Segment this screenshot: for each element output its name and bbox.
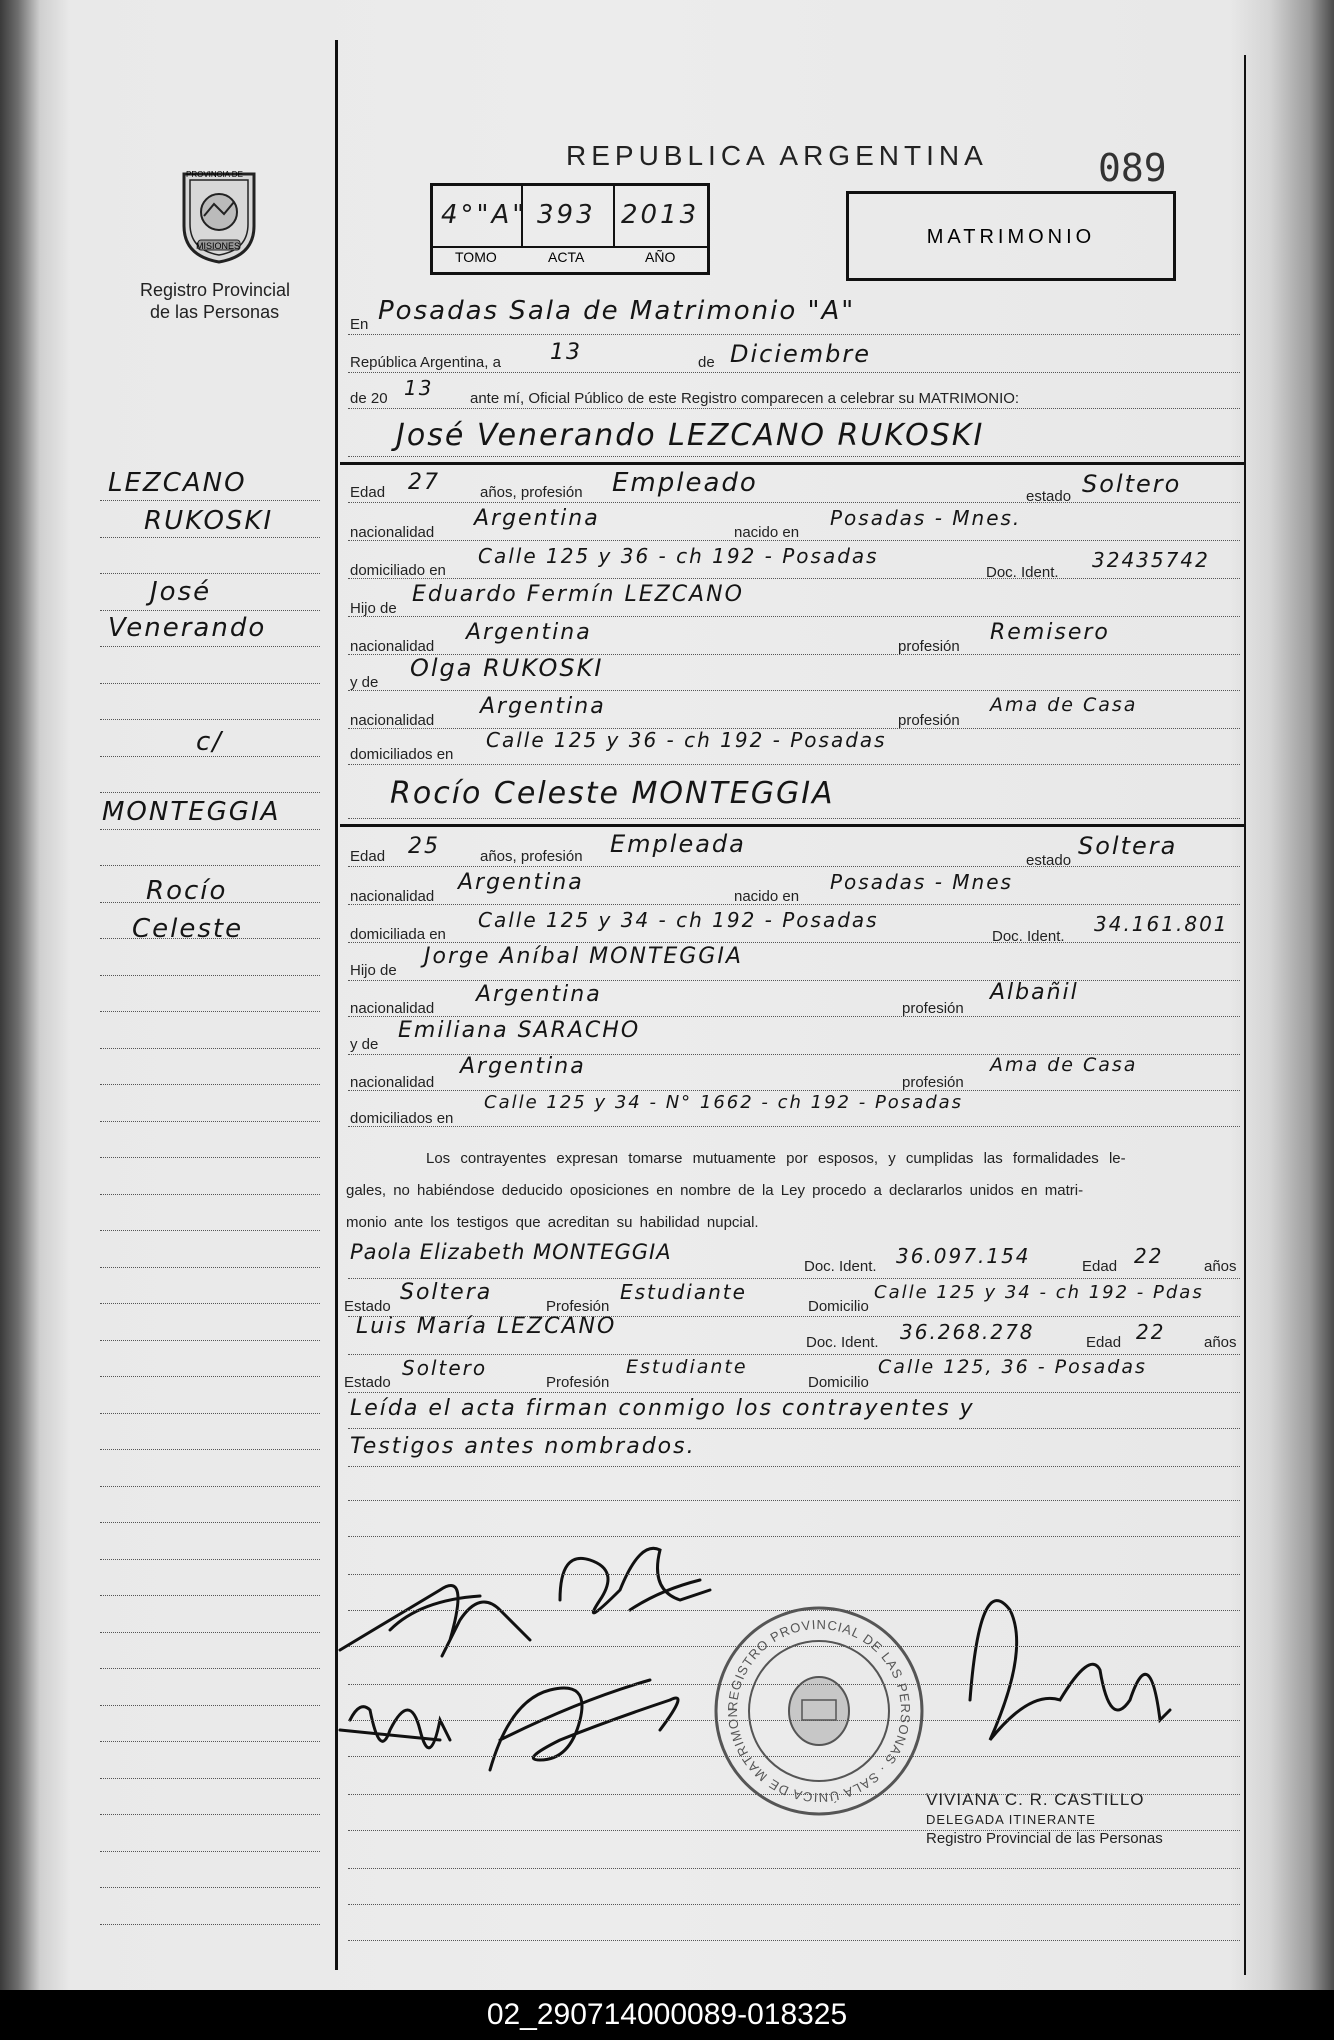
body-dotted-line	[348, 540, 1240, 541]
emblem-bottom-text: MISIONES	[196, 241, 241, 251]
margin-bride-given-1: Rocío	[146, 876, 228, 906]
bride-father: Jorge Aníbal MONTEGGIA	[424, 944, 743, 969]
bride-father-profesion-label: profesión	[902, 1000, 964, 1017]
body-dotted-line	[348, 616, 1240, 617]
margin-dotted-line	[100, 1924, 320, 1925]
witness2-profesion: Estudiante	[626, 1356, 748, 1378]
body-dotted-line	[348, 456, 1240, 457]
margin-dotted-line	[100, 1376, 320, 1377]
bride-mother-profesion-label: profesión	[902, 1074, 964, 1091]
groom-edad-label: Edad	[350, 484, 386, 501]
body-dotted-line	[348, 1466, 1240, 1467]
margin-dotted-line	[100, 683, 320, 684]
witness1-domicilio: Calle 125 y 34 - ch 192 - Pdas	[874, 1282, 1204, 1303]
margin-dotted-line	[100, 1632, 320, 1633]
witness2-domicilio-label: Domicilio	[808, 1374, 869, 1391]
body-dotted-line	[348, 502, 1240, 503]
margin-dotted-line	[100, 1413, 320, 1414]
margin-dotted-line	[100, 1157, 320, 1158]
margin-dotted-line	[100, 1230, 320, 1231]
groom-father: Eduardo Fermín LEZCANO	[412, 582, 744, 607]
margin-dotted-line	[100, 865, 320, 866]
groom-nacido-label: nacido en	[734, 524, 800, 541]
groom-domicilio-label: domiciliado en	[350, 562, 446, 579]
witness2-edad: 22	[1136, 1320, 1166, 1344]
groom-yde-label: y de	[350, 674, 379, 691]
emblem-top-text: PROVINCIA DE	[186, 170, 243, 179]
body-dotted-line	[348, 1610, 1240, 1611]
witness2-estado-label: Estado	[344, 1374, 391, 1391]
witness2-name: Luis María LEZCANO	[356, 1314, 617, 1339]
margin-dotted-line	[100, 938, 320, 939]
tomo-acta-anio-box	[430, 183, 710, 275]
bride-mother-nacionalidad: Argentina	[460, 1054, 586, 1079]
body-dotted-line	[348, 1574, 1240, 1575]
body-dotted-line	[348, 1868, 1240, 1869]
body-dotted-line	[348, 1126, 1240, 1127]
bride-estado: Soltera	[1078, 832, 1178, 860]
margin-surname-2: RUKOSKI	[144, 506, 274, 536]
bride-domicilio: Calle 125 y 34 - ch 192 - Posadas	[478, 908, 879, 932]
margin-dotted-line	[100, 1121, 320, 1122]
body-dotted-line	[348, 728, 1240, 729]
groom-father-profesion-label: profesión	[898, 638, 960, 655]
witness1-domicilio-label: Domicilio	[808, 1298, 869, 1315]
groom-separator	[340, 462, 1244, 465]
witness2-estado: Soltero	[402, 1356, 488, 1380]
bride-hijo-label: Hijo de	[350, 962, 397, 979]
bride-nacido: Posadas - Mnes	[830, 870, 1013, 894]
closing-line1: Leída el acta firman conmigo los contrayentes y	[350, 1396, 975, 1421]
margin-dotted-line	[100, 1340, 320, 1341]
record-type-label: MATRIMONIO	[926, 226, 1096, 248]
officer-org: Registro Provincial de las Personas	[926, 1830, 1163, 1847]
acta-cell	[523, 186, 615, 246]
margin-dotted-line	[100, 1705, 320, 1706]
body-dotted-line	[348, 1720, 1240, 1721]
witness1-name: Paola Elizabeth MONTEGGIA	[350, 1240, 672, 1264]
margin-given-2: Venerando	[108, 613, 267, 643]
body-dotted-line	[348, 334, 1240, 335]
groom-doc: 32435742	[1092, 548, 1210, 572]
margin-dotted-line	[100, 902, 320, 903]
body-dotted-line	[348, 904, 1240, 905]
witness1-signature	[340, 1707, 450, 1748]
tomo-cell	[433, 186, 528, 246]
groom-nacionalidad: Argentina	[474, 506, 600, 531]
body-dotted-line	[348, 1940, 1240, 1941]
body-dotted-line	[348, 980, 1240, 981]
record-type-box	[846, 191, 1176, 281]
groom-parents-domicilio-label: domiciliados en	[350, 746, 454, 763]
intro-text: ante mí, Oficial Público de este Registro comparecen a celebrar su MATRIMONIO:	[470, 390, 1020, 407]
margin-dotted-line	[100, 1267, 320, 1268]
registry-emblem	[174, 166, 264, 266]
registry-name-line2: de las Personas	[150, 302, 280, 322]
body-dotted-line	[348, 1428, 1240, 1429]
declaration-line3: monio ante los testigos que acreditan su habilidad nupcial.	[346, 1214, 759, 1231]
groom-full-name: José Venerando LEZCANO RUKOSKI	[396, 418, 985, 453]
stamp-ring-text: REGISTRO PROVINCIAL DE LAS PERSONAS · SALA ÚNICA DE MATRIMON	[724, 1616, 914, 1806]
witness2-edad-label: Edad	[1086, 1334, 1122, 1351]
republica-label: República Argentina, a	[350, 354, 501, 371]
bride-father-nacionalidad: Argentina	[476, 982, 602, 1007]
groom-mother-nacionalidad: Argentina	[480, 694, 606, 719]
witness1-edad-label: Edad	[1082, 1258, 1118, 1275]
witness1-doc: 36.097.154	[896, 1244, 1031, 1268]
margin-bride-surname: MONTEGGIA	[102, 797, 281, 827]
margin-dotted-line	[100, 1595, 320, 1596]
registry-name-line1: Registro Provincial	[140, 280, 291, 300]
body-dotted-line	[348, 578, 1240, 579]
witness2-doc-label: Doc. Ident.	[806, 1334, 879, 1351]
margin-surname-1: LEZCANO	[108, 468, 247, 498]
declaration-line1: Los contrayentes expresan tomarse mutuamente por esposos, y cumplidas las formalidades le-	[426, 1150, 1126, 1167]
anio-value: 2013	[621, 200, 700, 230]
bride-domicilio-label: domiciliada en	[350, 926, 446, 943]
groom-profesion-label: años, profesión	[480, 484, 583, 501]
body-dotted-line	[348, 1016, 1240, 1017]
groom-profesion: Empleado	[612, 468, 758, 498]
tomo-label: TOMO	[455, 249, 497, 265]
margin-dotted-line	[100, 719, 320, 720]
groom-mother-profesion-label: profesión	[898, 712, 960, 729]
country-title: REPUBLICA ARGENTINA	[566, 140, 988, 171]
margin-dotted-line	[100, 756, 320, 757]
margin-conjunction: c/	[196, 727, 224, 757]
body-dotted-line	[348, 866, 1240, 867]
year-suffix: 13	[404, 376, 434, 400]
bride-estado-label: estado	[1026, 852, 1072, 869]
bride-signature	[560, 1548, 710, 1613]
body-dotted-line	[348, 1354, 1240, 1355]
body-dotted-line	[348, 1500, 1240, 1501]
officer-title: DELEGADA ITINERANTE	[926, 1812, 1096, 1827]
en-label: En	[350, 316, 369, 333]
document-code: 02_290714000089-018325	[0, 1990, 1334, 2040]
body-dotted-line	[348, 1756, 1240, 1757]
body-dotted-line	[348, 818, 1240, 819]
body-dotted-line	[348, 1904, 1240, 1905]
ceremony-place: Posadas Sala de Matrimonio "A"	[378, 296, 856, 326]
witness1-estado: Soltera	[400, 1280, 493, 1305]
anio-cell	[615, 186, 707, 246]
margin-dotted-line	[100, 1814, 320, 1815]
bride-parents-domicilio-label: domiciliados en	[350, 1110, 454, 1127]
body-dotted-line	[348, 1830, 1240, 1831]
closing-line2: Testigos antes nombrados.	[350, 1434, 696, 1459]
official-stamp	[712, 1604, 926, 1818]
bride-doc-label: Doc. Ident.	[992, 928, 1065, 945]
ceremony-month: Diciembre	[730, 340, 872, 368]
bride-separator	[340, 824, 1244, 827]
body-dotted-line	[348, 1794, 1240, 1795]
margin-dotted-line	[100, 610, 320, 611]
bride-yde-label: y de	[350, 1036, 379, 1053]
groom-father-profesion: Remisero	[990, 620, 1110, 645]
groom-mother: Olga RUKOSKI	[410, 654, 604, 682]
witness2-doc: 36.268.278	[900, 1320, 1035, 1344]
body-dotted-line	[348, 1684, 1240, 1685]
groom-hijo-label: Hijo de	[350, 600, 397, 617]
tomo-value: 4°"A"	[441, 200, 528, 230]
body-dotted-line	[348, 372, 1240, 373]
groom-father-nacionalidad: Argentina	[466, 620, 592, 645]
bride-mother: Emiliana SARACHO	[398, 1018, 641, 1043]
declaration-line2: gales, no habiéndose deducido oposiciones en nombre de la Ley procedo a declararlos unidos en matri-	[346, 1182, 1084, 1199]
margin-dotted-line	[100, 792, 320, 793]
month-de-label: de	[698, 354, 715, 371]
bride-parents-domicilio: Calle 125 y 34 - N° 1662 - ch 192 - Posadas	[484, 1092, 964, 1113]
margin-dotted-line	[100, 829, 320, 830]
margin-dotted-line	[100, 537, 320, 538]
groom-mother-nacionalidad-label: nacionalidad	[350, 712, 435, 729]
witness2-anios-label: años	[1204, 1334, 1237, 1351]
margin-dotted-line	[100, 975, 320, 976]
margin-dotted-line	[100, 1084, 320, 1085]
body-dotted-line	[348, 764, 1240, 765]
bride-profesion-label: años, profesión	[480, 848, 583, 865]
bride-nacionalidad: Argentina	[458, 870, 584, 895]
bride-edad: 25	[408, 834, 440, 859]
ceremony-day: 13	[550, 340, 582, 365]
bride-father-nacionalidad-label: nacionalidad	[350, 1000, 435, 1017]
bride-nacido-label: nacido en	[734, 888, 800, 905]
margin-dotted-line	[100, 1303, 320, 1304]
anio-label: AÑO	[645, 249, 676, 265]
margin-dotted-line	[100, 1778, 320, 1779]
acta-value: 393	[537, 200, 596, 230]
body-dotted-line	[348, 1536, 1240, 1537]
witness2-domicilio: Calle 125, 36 - Posadas	[878, 1356, 1147, 1378]
bride-profesion: Empleada	[610, 830, 746, 858]
year-prefix: de 20	[350, 390, 388, 407]
margin-dotted-line	[100, 1522, 320, 1523]
witness1-doc-label: Doc. Ident.	[804, 1258, 877, 1275]
officer-name: VIVIANA C. R. CASTILLO	[926, 1790, 1145, 1809]
witness1-estado-label: Estado	[344, 1298, 391, 1315]
bride-father-profesion: Albañil	[990, 980, 1079, 1005]
groom-estado: Soltero	[1082, 470, 1182, 498]
margin-given-1: José	[150, 577, 212, 607]
witness1-anios-label: años	[1204, 1258, 1237, 1275]
groom-estado-label: estado	[1026, 488, 1072, 505]
body-dotted-line	[348, 1646, 1240, 1647]
body-dotted-line	[348, 654, 1240, 655]
bride-full-name: Rocío Celeste MONTEGGIA	[390, 776, 835, 811]
witness1-edad: 22	[1134, 1244, 1164, 1268]
body-dotted-line	[348, 408, 1240, 409]
groom-parents-domicilio: Calle 125 y 36 - ch 192 - Posadas	[486, 728, 887, 752]
margin-dotted-line	[100, 1449, 320, 1450]
groom-doc-label: Doc. Ident.	[986, 564, 1059, 581]
groom-nacido: Posadas - Mnes.	[830, 506, 1022, 530]
margin-dotted-line	[100, 573, 320, 574]
groom-mother-profesion: Ama de Casa	[990, 694, 1138, 716]
margin-dotted-line	[100, 1194, 320, 1195]
body-dotted-line	[348, 1090, 1240, 1091]
witness1-profesion-label: Profesión	[546, 1298, 610, 1315]
body-dotted-line	[348, 1392, 1240, 1393]
body-dotted-line	[348, 1054, 1240, 1055]
bride-edad-label: Edad	[350, 848, 386, 865]
groom-father-nacionalidad-label: nacionalidad	[350, 638, 435, 655]
bride-mother-profesion: Ama de Casa	[990, 1054, 1138, 1076]
margin-dotted-line	[100, 646, 320, 647]
acta-label: ACTA	[548, 249, 585, 265]
margin-dotted-line	[100, 1048, 320, 1049]
body-dotted-line	[348, 1316, 1240, 1317]
witness2-profesion-label: Profesión	[546, 1374, 610, 1391]
margin-dotted-line	[100, 1486, 320, 1487]
page-number: 089	[1098, 146, 1167, 190]
margin-dotted-line	[100, 1741, 320, 1742]
margin-bride-given-2: Celeste	[132, 914, 244, 944]
body-dotted-line	[348, 690, 1240, 691]
margin-dotted-line	[100, 1851, 320, 1852]
bride-nacionalidad-label: nacionalidad	[350, 888, 435, 905]
margin-dotted-line	[100, 1559, 320, 1560]
margin-dotted-line	[100, 1668, 320, 1669]
margin-dotted-line	[100, 1887, 320, 1888]
bride-doc: 34.161.801	[1094, 912, 1229, 936]
margin-dotted-line	[100, 1011, 320, 1012]
groom-domicilio: Calle 125 y 36 - ch 192 - Posadas	[478, 544, 879, 568]
groom-nacionalidad-label: nacionalidad	[350, 524, 435, 541]
bride-mother-nacionalidad-label: nacionalidad	[350, 1074, 435, 1091]
groom-edad: 27	[408, 470, 440, 495]
body-dotted-line	[348, 1278, 1240, 1279]
witness1-profesion: Estudiante	[620, 1280, 747, 1304]
margin-dotted-line	[100, 500, 320, 501]
body-dotted-line	[348, 942, 1240, 943]
